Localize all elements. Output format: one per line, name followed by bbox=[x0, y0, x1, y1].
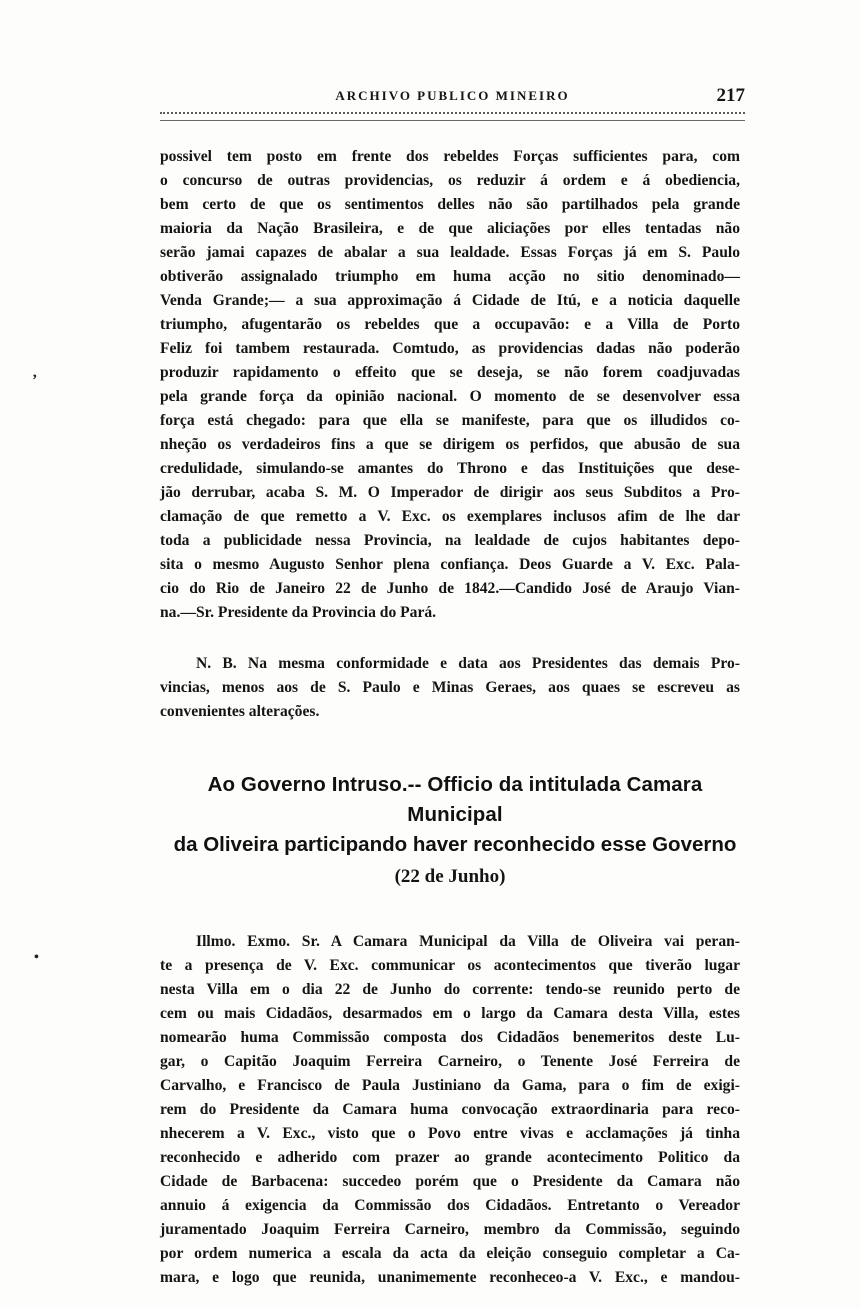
header-rule bbox=[160, 112, 745, 121]
section-heading-line: Ao Governo Intruso.-- Officio da intitulada Camara Municipal bbox=[207, 773, 703, 826]
text-line: o concurso de outras providencias, os reduzir á ordem e á obediencia, bbox=[160, 172, 740, 189]
text-line: na.—Sr. Presidente da Provincia do Pará. bbox=[160, 604, 437, 621]
text-line: triumpho, afugentarão os rebeldes que a occupavão: e a Villa de Porto bbox=[160, 316, 740, 333]
letter-continuation-paragraph bbox=[160, 145, 740, 625]
margin-mark: • bbox=[34, 950, 39, 965]
text-line: força está chegado: para que ella se manifeste, para que os illudidos co- bbox=[160, 412, 740, 429]
text-line: rem do Presidente da Camara huma convocação extraordinaria para reco- bbox=[160, 1101, 740, 1118]
section-heading bbox=[160, 770, 750, 860]
text-line: Illmo. Exmo. Sr. A Camara Municipal da Villa de Oliveira vai peran- bbox=[196, 933, 740, 950]
section-date: (22 de Junho) bbox=[394, 866, 506, 887]
text-line: obtiverão assignalado triumpho em huma acção no sitio denominado— bbox=[160, 268, 740, 285]
text-line: annuio á exigencia da Commissão dos Cidadãos. Entretanto o Vereador bbox=[160, 1197, 740, 1214]
text-line: vincias, menos aos de S. Paulo e Minas Geraes, aos quaes se escreveu as bbox=[160, 679, 740, 696]
text-line: produzir rapidamento o effeito que se deseja, se não forem coadjuvadas bbox=[160, 364, 740, 381]
text-line: cem ou mais Cidadãos, desarmados em o largo da Camara desta Villa, estes bbox=[160, 1005, 740, 1022]
officio-paragraph bbox=[160, 930, 740, 1290]
text-line: por ordem numerica a escala da acta da eleição conseguio completar a Ca- bbox=[160, 1245, 740, 1262]
text-line: Venda Grande;— a sua approximação á Cidade de Itú, e a noticia daquelle bbox=[160, 292, 740, 309]
text-line: bem certo de que os sentimentos delles não são partilhados pela grande bbox=[160, 196, 740, 213]
text-line: clamação de que remetto a V. Exc. os exemplares inclusos afim de lhe dar bbox=[160, 508, 740, 525]
margin-mark: ’ bbox=[32, 372, 38, 389]
text-line: jão derrubar, acaba S. M. O Imperador de dirigir aos seus Subditos a Pro- bbox=[160, 484, 740, 501]
text-line: reconhecido e adherido com prazer ao grande acontecimento Politico da bbox=[160, 1149, 740, 1166]
text-line: maioria da Nação Brasileira, e de que aliciações por elles tentadas não bbox=[160, 220, 740, 237]
text-line: possivel tem posto em frente dos rebeldes Forças sufficientes para, com bbox=[160, 148, 740, 165]
text-line: te a presença de V. Exc. communicar os acontecimentos que tiverão lugar bbox=[160, 957, 740, 974]
text-line: Carvalho, e Francisco de Paula Justiniano da Gama, para o fim de exigi- bbox=[160, 1077, 740, 1094]
text-line: mara, e logo que reunida, unanimemente reconheceo-a V. Exc., e mandou- bbox=[160, 1269, 740, 1286]
text-line: Feliz foi tambem restaurada. Comtudo, as providencias dadas não poderão bbox=[160, 340, 740, 357]
running-header-title: ARCHIVO PUBLICO MINEIRO bbox=[335, 88, 570, 103]
text-line: gar, o Capitão Joaquim Ferreira Carneiro, o Tenente José Ferreira de bbox=[160, 1053, 740, 1070]
text-line: juramentado Joaquim Ferreira Carneiro, membro da Commissão, seguindo bbox=[160, 1221, 740, 1238]
text-line: serão jamai capazes de abalar a sua lealdade. Essas Forças já em S. Paulo bbox=[160, 244, 740, 261]
page-number: 217 bbox=[716, 85, 745, 106]
text-line: nhecerem a V. Exc., visto que o Povo entre vivas e acclamações já tinha bbox=[160, 1125, 740, 1142]
text-line: nomearão huma Commissão composta dos Cidadãos benemeritos deste Lu- bbox=[160, 1029, 740, 1046]
text-line: Cidade de Barbacena: succedeo porém que o Presidente da Camara não bbox=[160, 1173, 740, 1190]
nb-note-paragraph bbox=[160, 652, 740, 724]
text-line: convenientes alterações. bbox=[160, 703, 320, 720]
text-line: nesta Villa em o dia 22 de Junho do corrente: tendo-se reunido perto de bbox=[160, 981, 740, 998]
text-line: credulidade, simulando-se amantes do Throno e das Instituições que dese- bbox=[160, 460, 740, 477]
running-header bbox=[160, 85, 745, 110]
text-line: toda a publicidade nessa Provincia, na lealdade de cujos habitantes depo- bbox=[160, 532, 740, 549]
text-line: pela grande força da opinião nacional. O momento de se desenvolver essa bbox=[160, 388, 740, 405]
text-line: N. B. Na mesma conformidade e data aos Presidentes das demais Pro- bbox=[196, 655, 740, 672]
section-heading-line: da Oliveira participando haver reconhecido esse Governo bbox=[173, 833, 737, 856]
text-line: nheção os verdadeiros fins a que se dirigem os perfidos, que abusão de sua bbox=[160, 436, 740, 453]
text-line: cio do Rio de Janeiro 22 de Junho de 1842.—Candido José de Araujo Vian- bbox=[160, 580, 740, 597]
text-line: sita o mesmo Augusto Senhor plena confiança. Deos Guarde a V. Exc. Pala- bbox=[160, 556, 740, 573]
